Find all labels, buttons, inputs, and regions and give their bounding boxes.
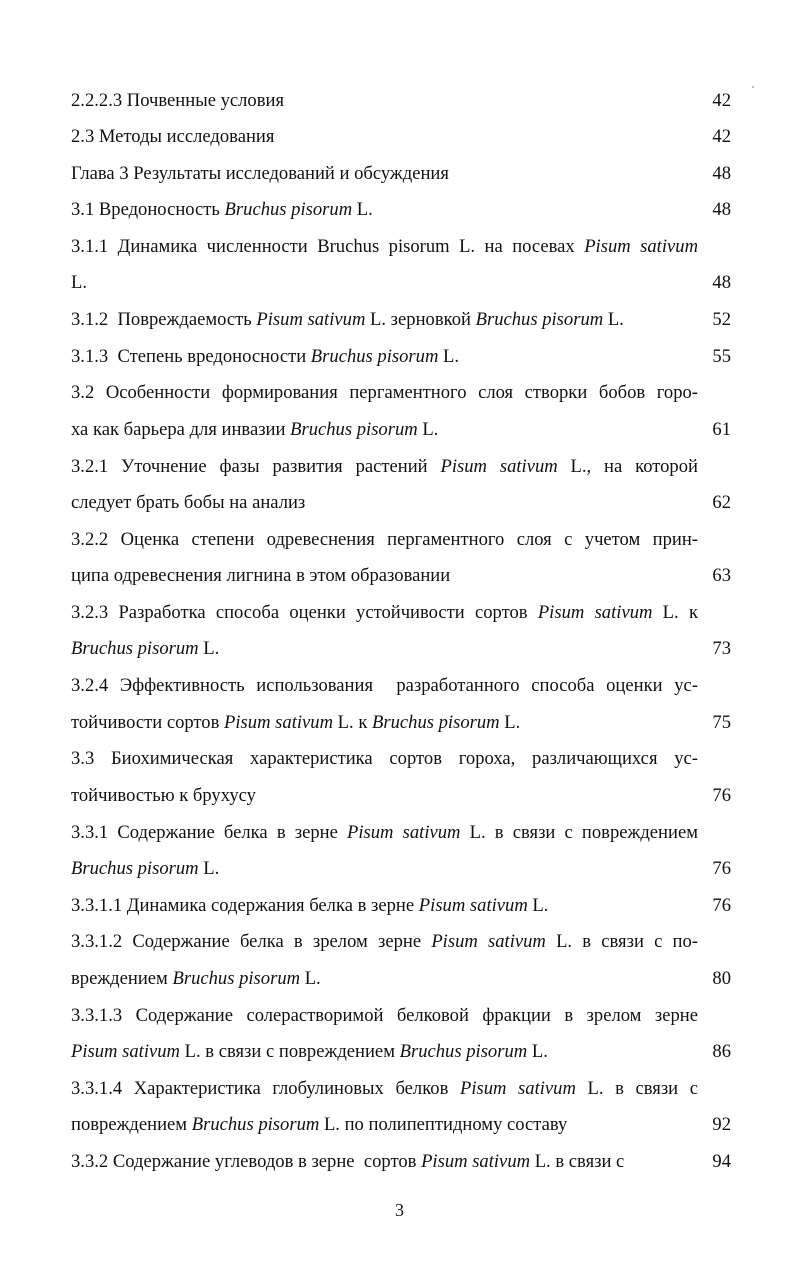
toc-entry-page: 73 <box>712 638 731 660</box>
toc-entry-line <box>71 961 731 998</box>
toc-entry-page: 92 <box>712 1114 731 1136</box>
toc-entry-text: повреждением Bruchus pisorum L. по полипептидному составу <box>71 1114 568 1136</box>
toc-entry-page: 48 <box>712 199 731 221</box>
toc-entry[interactable] <box>71 302 731 339</box>
toc-entry-line <box>71 156 731 193</box>
toc-entry-text: 3.3.1.2 Содержание белка в зрелом зерне Pisum sativum L. в связи с по- <box>71 931 698 953</box>
toc-entry[interactable] <box>71 815 731 888</box>
toc-entry[interactable] <box>71 595 731 668</box>
toc-entry-text: Pisum sativum L. в связи с повреждением Bruchus pisorum L. <box>71 1041 548 1063</box>
toc-entry-page: 86 <box>712 1041 731 1063</box>
toc-entry[interactable] <box>71 522 731 595</box>
toc-entry-line <box>71 119 731 156</box>
toc-entry-line <box>71 1071 698 1108</box>
toc-entry-line <box>71 1034 731 1071</box>
toc-entry-line <box>71 229 698 266</box>
toc-entry[interactable] <box>71 888 731 925</box>
toc-entry[interactable] <box>71 83 731 120</box>
toc-entry-line <box>71 522 698 559</box>
toc-entry-text: L. <box>71 272 88 294</box>
toc-entry-line <box>71 1144 731 1181</box>
toc-entry-text: Bruchus pisorum L. <box>71 858 220 880</box>
toc-entry-text: 3.2.4 Эффективность использования разработанного способа оценки ус- <box>71 675 698 697</box>
toc-entry-line <box>71 924 698 961</box>
toc-entry[interactable] <box>71 741 731 814</box>
toc-entry-line <box>71 851 731 888</box>
toc-entry[interactable] <box>71 339 731 376</box>
toc-entry[interactable] <box>71 119 731 156</box>
toc-entry-page: 61 <box>712 418 731 440</box>
toc-entry-line <box>71 741 698 778</box>
toc-entry[interactable] <box>71 998 731 1071</box>
toc-entry-text: тойчивости сортов Pisum sativum L. к Bruchus pisorum L. <box>71 711 521 733</box>
toc-entry-line <box>71 339 731 376</box>
toc-entry-text: 3.1.2 Повреждаемость Pisum sativum L. зерновкой Bruchus pisorum L. <box>71 309 624 331</box>
toc-entry-text: 3.2.2 Оценка степени одревеснения пергаментного слоя с учетом прин- <box>71 528 698 550</box>
toc-entry-line <box>71 449 698 486</box>
toc-entry-line <box>71 705 731 742</box>
toc-entry-line <box>71 192 731 229</box>
toc-entry[interactable] <box>71 375 731 448</box>
toc-entry-page: 94 <box>712 1150 731 1172</box>
toc-entry-text: тойчивостью к брухусу <box>71 784 256 806</box>
toc-entry-line <box>71 83 731 120</box>
toc-entry-line <box>71 595 698 632</box>
toc-entry[interactable] <box>71 668 731 741</box>
toc-entry-page: 55 <box>712 345 731 367</box>
toc-entry[interactable] <box>71 924 731 997</box>
toc-entry-line <box>71 888 731 925</box>
toc-entry-text: следует брать бобы на анализ <box>71 492 306 514</box>
toc-entry-text: 3.3.1 Содержание белка в зерне Pisum sativum L. в связи с повреждением <box>71 821 698 843</box>
toc-entry-line <box>71 375 698 412</box>
toc-entry-page: 76 <box>712 784 731 806</box>
toc-entry-page: 62 <box>712 492 731 514</box>
toc-entry-line <box>71 558 731 595</box>
toc-entry-page: 75 <box>712 711 731 733</box>
toc-entry-text: 3.3 Биохимическая характеристика сортов гороха, различающихся ус- <box>71 748 698 770</box>
toc-entry-page: 76 <box>712 894 731 916</box>
toc-entry-text: 3.1 Вредоносность Bruchus pisorum L. <box>71 199 373 221</box>
toc-entry-page: 63 <box>712 565 731 587</box>
toc-entry-line <box>71 265 731 302</box>
toc-entry[interactable] <box>71 449 731 522</box>
toc-entry[interactable] <box>71 192 731 229</box>
toc-entry-text: 3.2.3 Разработка способа оценки устойчивости сортов Pisum sativum L. к <box>71 601 698 623</box>
toc-entry-line <box>71 668 698 705</box>
toc-entry-line <box>71 815 698 852</box>
toc-entry-line <box>71 631 731 668</box>
toc-entry-line <box>71 1107 731 1144</box>
toc-entry-text: 3.1.3 Степень вредоносности Bruchus pisorum L. <box>71 345 460 367</box>
toc-entry-line <box>71 998 698 1035</box>
toc-entry-text: 3.3.1.1 Динамика содержания белка в зерне Pisum sativum L. <box>71 894 549 916</box>
toc-entry[interactable] <box>71 229 731 302</box>
toc-entry[interactable] <box>71 1071 731 1144</box>
toc-entry-text: вреждением Bruchus pisorum L. <box>71 967 321 989</box>
toc-entry-text: 2.3 Методы исследования <box>71 126 275 148</box>
scan-speck <box>752 86 754 88</box>
toc-entry-line <box>71 412 731 449</box>
toc-entry-line <box>71 778 731 815</box>
toc-entry-text: 3.2.1 Уточнение фазы развития растений Pisum sativum L., на которой <box>71 455 698 477</box>
toc-entry-text: 3.2 Особенности формирования пергаментного слоя створки бобов горо- <box>71 382 698 404</box>
toc-entry-page: 42 <box>712 89 731 111</box>
toc-entry-page: 48 <box>712 162 731 184</box>
toc-entry-text: ха как барьера для инвазии Bruchus pisorum L. <box>71 418 439 440</box>
toc-entry-line <box>71 302 731 339</box>
toc-entry-line <box>71 485 731 522</box>
toc-entry-page: 76 <box>712 858 731 880</box>
toc-entry-text: 3.1.1 Динамика численности Bruchus pisorum L. на посевах Pisum sativum <box>71 235 698 257</box>
toc-entry-text: Глава 3 Результаты исследований и обсуждения <box>71 162 449 184</box>
toc-entry-page: 42 <box>712 126 731 148</box>
toc-entry-page: 48 <box>712 272 731 294</box>
toc-entry-text: 3.3.1.4 Характеристика глобулиновых белков Pisum sativum L. в связи с <box>71 1077 698 1099</box>
toc-entry-page: 52 <box>712 309 731 331</box>
toc-entry-page: 80 <box>712 967 731 989</box>
page-number: 3 <box>395 1200 404 1220</box>
toc-entry-text: Bruchus pisorum L. <box>71 638 220 660</box>
toc-entry[interactable] <box>71 1144 731 1181</box>
toc-entry-text: 3.3.2 Содержание углеводов в зерне сортов Pisum sativum L. в связи с <box>71 1150 625 1172</box>
toc-entry-text: ципа одревеснения лигнина в этом образовании <box>71 565 451 587</box>
toc-entry-text: 3.3.1.3 Содержание солерастворимой белковой фракции в зрелом зерне <box>71 1004 698 1026</box>
toc-entry-text: 2.2.2.3 Почвенные условия <box>71 89 285 111</box>
toc-entry[interactable] <box>71 156 731 193</box>
